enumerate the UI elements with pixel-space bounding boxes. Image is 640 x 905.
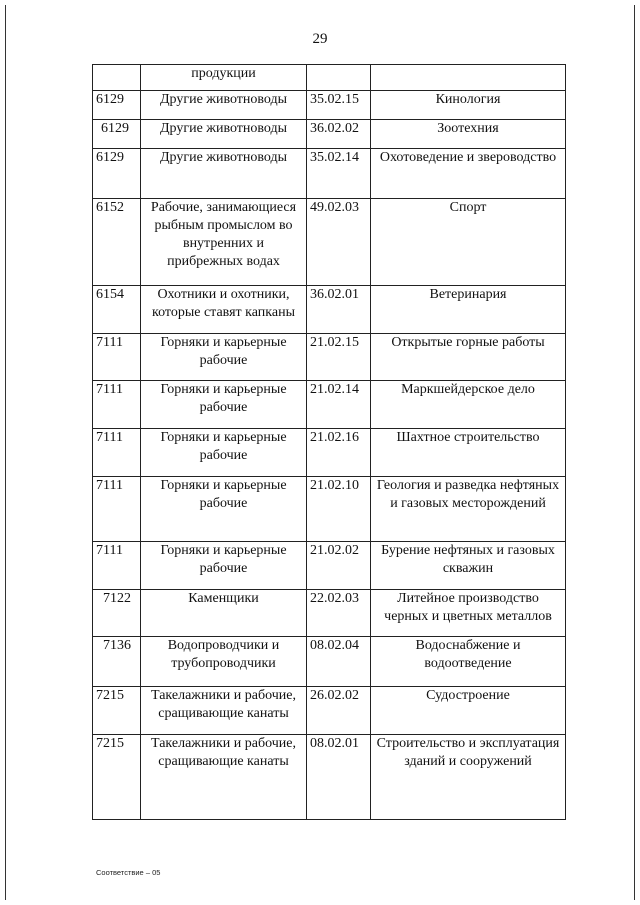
occupation-name: Горняки и карьерные рабочие — [141, 477, 307, 542]
occupation-name: Горняки и карьерные рабочие — [141, 381, 307, 429]
occupation-name: Такелажники и рабочие, сращивающие канаты — [141, 687, 307, 735]
table-row — [93, 381, 566, 429]
occupation-code: 6152 — [93, 199, 141, 286]
occupation-name: Горняки и карьерные рабочие — [141, 542, 307, 590]
occupation-code: 6129 — [93, 149, 141, 199]
specialty-code: 21.02.10 — [307, 477, 371, 542]
table-row — [93, 120, 566, 149]
specialty-name: Строительство и эксплуатация зданий и сооружений — [371, 735, 566, 820]
specialty-code: 35.02.14 — [307, 149, 371, 199]
occupation-name: Водопроводчики и трубопроводчики — [141, 637, 307, 687]
specialty-name: Открытые горные работы — [371, 334, 566, 381]
specialty-name: Спорт — [371, 199, 566, 286]
specialty-code: 36.02.02 — [307, 120, 371, 149]
occupation-name: продукции — [141, 65, 307, 91]
specialty-name: Судостроение — [371, 687, 566, 735]
occupation-code: 6129 — [93, 120, 141, 149]
specialty-code: 08.02.01 — [307, 735, 371, 820]
specialty-name: Зоотехния — [371, 120, 566, 149]
table-row — [93, 199, 566, 286]
table-row — [93, 477, 566, 542]
specialty-name: Охотоведение и звероводство — [371, 149, 566, 199]
occupation-name: Горняки и карьерные рабочие — [141, 429, 307, 477]
specialty-code: 35.02.15 — [307, 91, 371, 120]
specialty-code: 36.02.01 — [307, 286, 371, 334]
specialty-code: 22.02.03 — [307, 590, 371, 637]
table-row — [93, 334, 566, 381]
specialty-code: 21.02.15 — [307, 334, 371, 381]
specialty-name: Шахтное строительство — [371, 429, 566, 477]
specialty-name: Ветеринария — [371, 286, 566, 334]
table-row — [93, 687, 566, 735]
occupation-name: Горняки и карьерные рабочие — [141, 334, 307, 381]
occupation-specialty-table — [92, 64, 566, 820]
occupation-code: 7111 — [93, 334, 141, 381]
table-row — [93, 91, 566, 120]
occupation-name: Другие животноводы — [141, 120, 307, 149]
table-row — [93, 735, 566, 820]
occupation-name: Охотники и охотники, которые ставят капканы — [141, 286, 307, 334]
occupation-code: 7111 — [93, 429, 141, 477]
specialty-name: Маркшейдерское дело — [371, 381, 566, 429]
specialty-code: 49.02.03 — [307, 199, 371, 286]
specialty-code: 21.02.14 — [307, 381, 371, 429]
occupation-code: 7215 — [93, 735, 141, 820]
table-row — [93, 590, 566, 637]
specialty-name: Литейное производство черных и цветных металлов — [371, 590, 566, 637]
specialty-code: 21.02.16 — [307, 429, 371, 477]
specialty-code — [307, 65, 371, 91]
table-row — [93, 637, 566, 687]
occupation-code: 6154 — [93, 286, 141, 334]
specialty-code: 21.02.02 — [307, 542, 371, 590]
occupation-code: 7111 — [93, 542, 141, 590]
table-row — [93, 542, 566, 590]
occupation-code: 7136 — [93, 637, 141, 687]
occupation-name: Каменщики — [141, 590, 307, 637]
occupation-code: 7122 — [93, 590, 141, 637]
table-row — [93, 65, 566, 91]
occupation-name: Другие животноводы — [141, 149, 307, 199]
occupation-name: Рабочие, занимающиеся рыбным промыслом во внутренних и прибрежных водах — [141, 199, 307, 286]
page-number: 29 — [312, 31, 328, 47]
occupation-code: 7215 — [93, 687, 141, 735]
specialty-name — [371, 65, 566, 91]
specialty-name: Кинология — [371, 91, 566, 120]
footer-note: Соответствие – 05 — [96, 868, 161, 877]
specialty-name: Геология и разведка нефтяных и газовых месторождений — [371, 477, 566, 542]
occupation-name: Такелажники и рабочие, сращивающие канаты — [141, 735, 307, 820]
occupation-code — [93, 65, 141, 91]
specialty-code: 08.02.04 — [307, 637, 371, 687]
specialty-code: 26.02.02 — [307, 687, 371, 735]
occupation-name: Другие животноводы — [141, 91, 307, 120]
occupation-code: 7111 — [93, 381, 141, 429]
table-row — [93, 286, 566, 334]
occupation-code: 7111 — [93, 477, 141, 542]
table-row — [93, 429, 566, 477]
occupation-code: 6129 — [93, 91, 141, 120]
specialty-name: Водоснабжение и водоотведение — [371, 637, 566, 687]
table-row — [93, 149, 566, 199]
specialty-name: Бурение нефтяных и газовых скважин — [371, 542, 566, 590]
